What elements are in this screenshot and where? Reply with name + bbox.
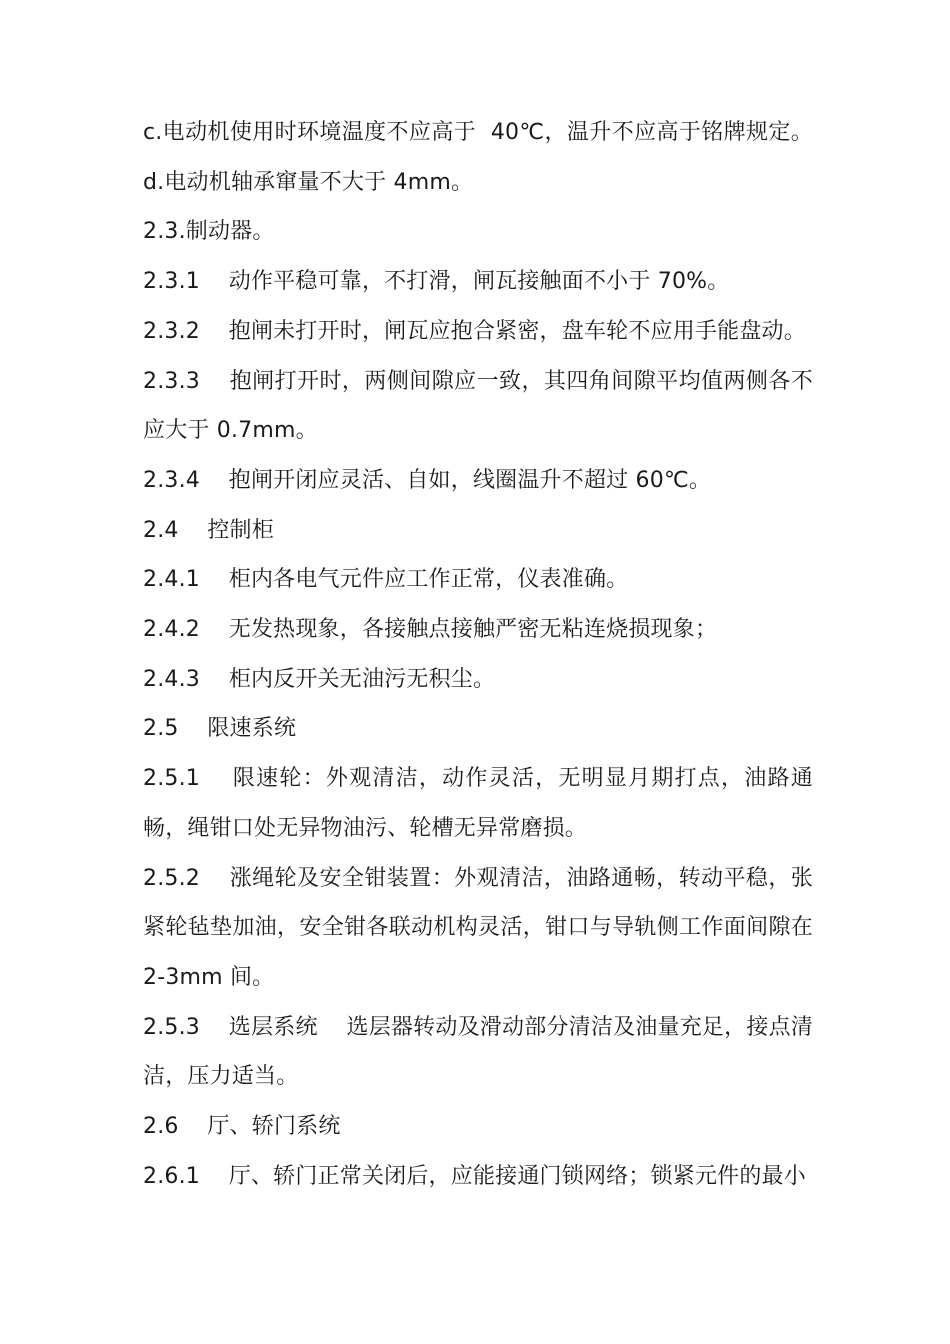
paragraph-2-3-1: 2.3.1 动作平稳可靠，不打滑，闸瓦接触面不小于 70%。 xyxy=(143,269,730,295)
paragraph-2-6-1: 2.6.1 厅、轿门正常关闭后，应能接通门锁网络；锁紧元件的最小 xyxy=(143,1163,806,1189)
paragraph-2-5-1: 2.5.1 限速轮：外观清洁，动作灵活，无明显月期打点，油路通畅，绳钳口处无异物油污、轮槽无异常磨损。 xyxy=(143,766,813,841)
paragraph-2-3-2: 2.3.2 抱闸未打开时，闸瓦应抱合紧密，盘车轮不应用手能盘动。 xyxy=(143,318,806,344)
heading-2-3-brake: 2.3.制动器。 xyxy=(143,219,275,245)
paragraph-2-4-3: 2.4.3 柜内反开关无油污无积尘。 xyxy=(143,666,496,692)
heading-2-6-door-system: 2.6 厅、轿门系统 xyxy=(143,1114,341,1140)
paragraph-motor-temperature: c.电动机使用时环境温度不应高于 40℃，温升不应高于铭牌规定。 d.电动机轴承窜量不大于 4mm。 xyxy=(143,120,842,195)
paragraph-2-3-3: 2.3.3 抱闸打开时，两侧间隙应一致，其四角间隙平均值两侧各不应大于 0.7mm。 xyxy=(143,368,813,444)
paragraph-2-4-1: 2.4.1 柜内各电气元件应工作正常，仪表准确。 xyxy=(143,567,629,593)
paragraph-2-4-2: 2.4.2 无发热现象，各接触点接触严密无粘连烧损现象； xyxy=(143,617,718,643)
heading-2-5-speed-limit-system: 2.5 限速系统 xyxy=(143,716,297,742)
paragraph-2-5-3: 2.5.3 选层系统 选层器转动及滑动部分清洁及油量充足，接点清洁，压力适当。 xyxy=(143,1014,813,1090)
document-body xyxy=(143,108,842,1201)
paragraph-2-5-2: 2.5.2 涨绳轮及安全钳装置：外观清洁，油路通畅，转动平稳，张紧轮毡垫加油，安全钳各联动机构灵活，钳口与导轨侧工作面间隙在 2-3mm 间。 xyxy=(143,865,821,990)
heading-2-4-control-cabinet: 2.4 控制柜 xyxy=(143,517,274,543)
paragraph-2-3-4: 2.3.4 抱闸开闭应灵活、自如，线圈温升不超过 60℃。 xyxy=(143,467,712,493)
